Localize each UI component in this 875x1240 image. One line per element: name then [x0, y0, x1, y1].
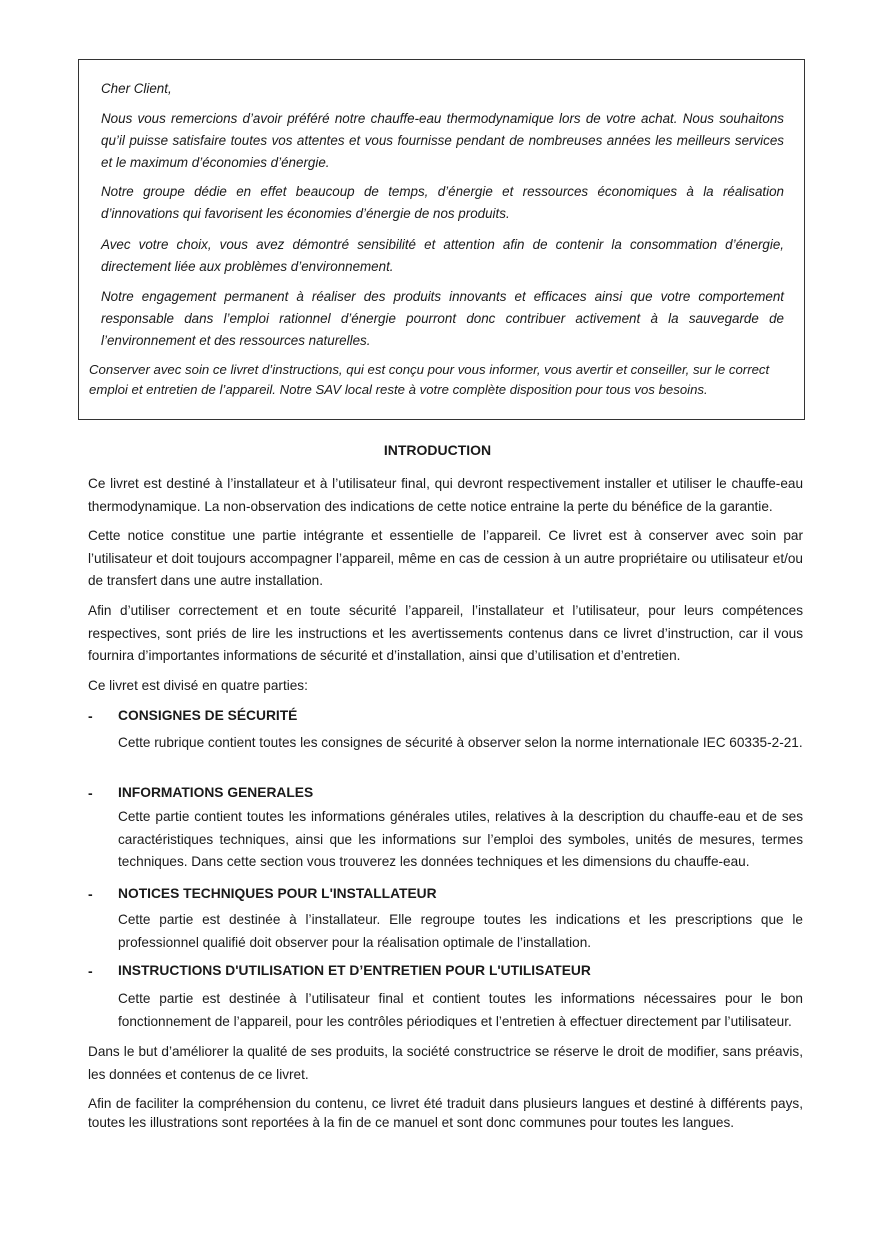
- intro-paragraph: Cette notice constitue une partie intégrante et essentielle de l’appareil. Ce livret est à conserver avec soin par l’utilisateur et doit toujours accompagner l’appareil, même en cas de cession à un autre propriétaire ou utilisateur et/ou de transfert dans une autre installation.: [88, 528, 803, 588]
- letter-paragraph: Notre engagement permanent à réaliser des produits innovants et efficaces ainsi que votre comportement responsable dans l’emploi rationnel d’énergie pourront donc contribuer activement à la sauvegarde de l’environnement et des ressources naturelles.: [101, 289, 784, 348]
- section-heading: INFORMATIONS GENERALES: [118, 785, 314, 800]
- section-description: Cette partie est destinée à l’installateur. Elle regroupe toutes les indications et les prescriptions que le professionnel qualifié doit observer pour la réalisation optimale de l’installation.: [118, 912, 803, 950]
- bullet-dash: -: [88, 886, 93, 902]
- letter-greeting: Cher Client,: [101, 81, 172, 96]
- letter-paragraph: Notre groupe dédie en effet beaucoup de temps, d’énergie et ressources économiques à la réalisation d’innovations qui favorisent les économies d’énergie de nos produits.: [101, 184, 784, 221]
- intro-paragraph: Ce livret est divisé en quatre parties:: [88, 678, 308, 693]
- bullet-dash: -: [88, 785, 93, 801]
- letter-paragraph: Nous vous remercions d’avoir préféré notre chauffe-eau thermodynamique lors de votre achat. Nous souhaitons qu’il puisse satisfaire toutes vos attentes et vous fournisse pendant de nombreuses années les meilleurs services et le maximum d’économies d’énergie.: [101, 111, 784, 170]
- section-heading: INSTRUCTIONS D'UTILISATION ET D’ENTRETIEN POUR L'UTILISATEUR: [118, 963, 591, 978]
- letter-paragraph: Avec votre choix, vous avez démontré sensibilité et attention afin de contenir la consommation d’énergie, directement liée aux problèmes d’environnement.: [101, 237, 784, 274]
- bullet-dash: -: [88, 708, 93, 724]
- section-description: Cette rubrique contient toutes les consignes de sécurité à observer selon la norme internationale IEC 60335-2-21.: [118, 735, 803, 750]
- intro-paragraph: Afin d’utiliser correctement et en toute sécurité l’appareil, l’installateur et l’utilisateur, pour leurs compétences respectives, sont priés de lire les instructions et les avertissements contenus dans ce livret d’instruction, car il vous fournira d’importantes informations de sécurité et d’installation, ainsi que d’utilisation et d’entretien.: [88, 603, 803, 663]
- welcome-letter-box: [78, 59, 805, 420]
- intro-paragraph: Ce livret est destiné à l’installateur et à l’utilisateur final, qui devront respectivement installer et utiliser le chauffe-eau thermodynamique. La non-observation des indications de cette notice entraine la perte du bénéfice de la garantie.: [88, 476, 803, 514]
- section-heading: NOTICES TECHNIQUES POUR L'INSTALLATEUR: [118, 886, 437, 901]
- intro-paragraph: Dans le but d’améliorer la qualité de ses produits, la société constructrice se réserve le droit de modifier, sans préavis, les données et contenus de ce livret.: [88, 1044, 803, 1082]
- section-heading: CONSIGNES DE SÉCURITÉ: [118, 708, 298, 723]
- letter-closing-paragraph: Conserver avec soin ce livret d’instructions, qui est conçu pour vous informer, vous avertir et conseiller, sur le correct emploi et entretien de l’appareil. Notre SAV local reste à votre complète disposition pour tous vos besoins.: [89, 362, 770, 397]
- section-description: Cette partie contient toutes les informations générales utiles, relatives à la description du chauffe-eau et de ses caractéristiques techniques, ainsi que les informations sur l’emploi des symboles, unités de mesures, termes techniques. Dans cette section vous trouverez les données techniques et les dimensions du chauffe-eau.: [118, 809, 803, 869]
- bullet-dash: -: [88, 963, 93, 979]
- section-description: Cette partie est destinée à l’utilisateur final et contient toutes les informations nécessaires pour le bon fonctionnement de l’appareil, pour les contrôles périodiques et l’entretien à effectuer directement par l’utilisateur.: [118, 991, 803, 1029]
- introduction-title: INTRODUCTION: [383, 442, 492, 458]
- intro-paragraph: Afin de faciliter la compréhension du contenu, ce livret été traduit dans plusieurs langues et destiné à différents pays, toutes les illustrations sont reportées à la fin de ce manuel et sont donc communes pour toutes les langues.: [88, 1096, 803, 1130]
